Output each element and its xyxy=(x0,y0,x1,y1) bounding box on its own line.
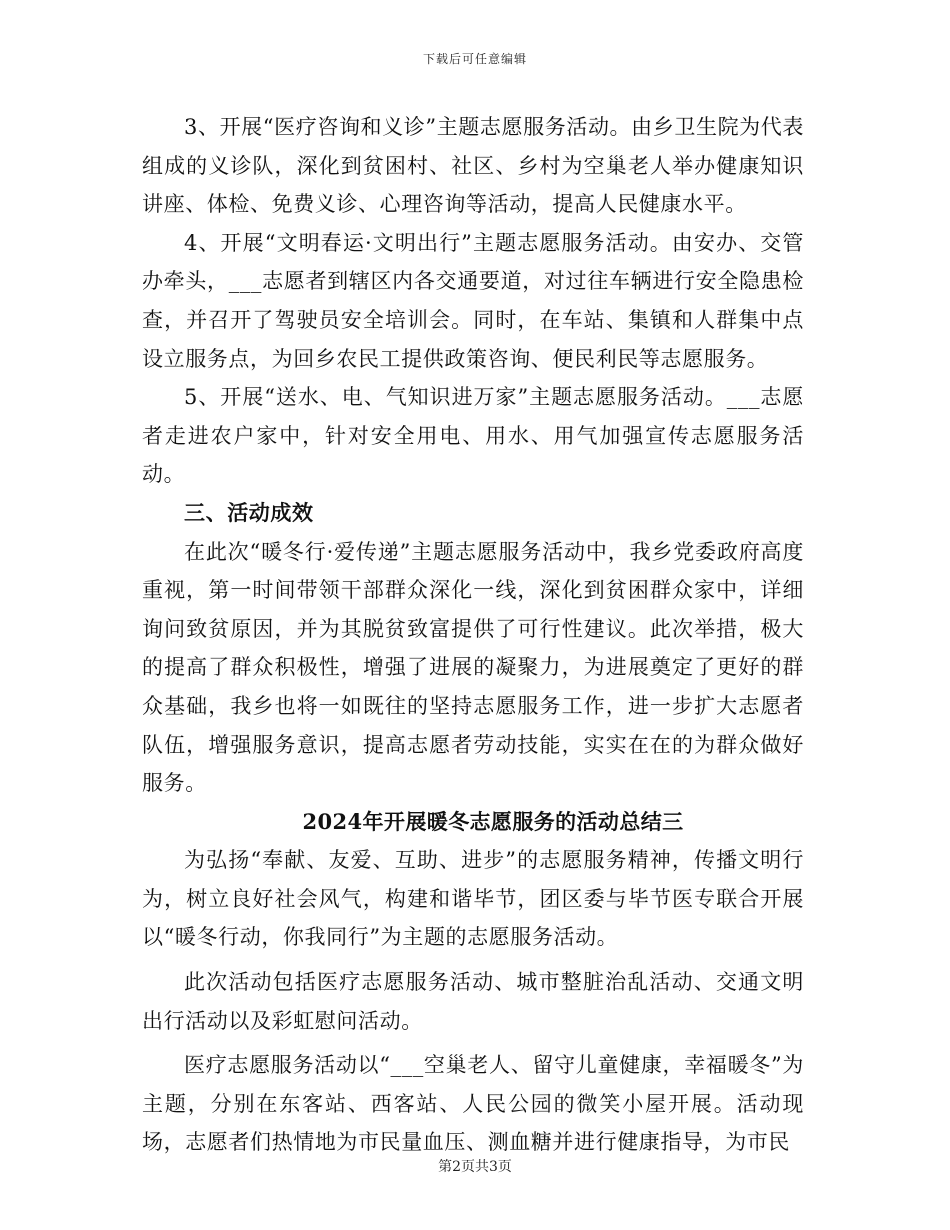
page-footer: 第2页共3页 xyxy=(438,1159,512,1175)
document-body xyxy=(142,108,804,1162)
paragraph-medical: 医疗志愿服务活动以“___空巢老人、留守儿童健康，幸福暖冬”为主题，分别在东客站、西客站、人民公园的微笑小屋开展。活动现场，志愿者们热情地为市民量血压、测血糖并进行健康指导，为市民 xyxy=(142,1053,804,1155)
paragraph-results: 在此次“暖冬行·爱传递”主题志愿服务活动中，我乡党委政府高度重视，第一时间带领干部群众深化一线，深化到贫困群众家中，详细询问致贫原因，并为其脱贫致富提供了可行性建议。此次举措，极大的提高了群众积极性，增强了进展的凝聚力，为进展奠定了更好的群众基础，我乡也将一如既往的坚持志愿服务工作，进一步扩大志愿者队伍，增强服务意识，提高志愿者劳动技能，实实在在的为群众做好服务。 xyxy=(142,539,804,796)
paragraph-activities: 此次活动包括医疗志愿服务活动、城市整脏治乱活动、交通文明出行活动以及彩虹慰问活动。 xyxy=(142,970,804,1033)
section-heading-results: 三、活动成效 xyxy=(184,499,314,525)
document-subtitle: 2024年开展暖冬志愿服务的活动总结三 xyxy=(302,808,684,834)
page-header: 下载后可任意编辑 xyxy=(422,52,527,66)
paragraph-item-5: 5、开展“送水、电、气知识进万家”主题志愿服务活动。___志愿者走进农户家中，针对安全用电、用水、用气加强宣传志愿服务活动。 xyxy=(142,385,804,487)
paragraph-intro: 为弘扬“奉献、友爱、互助、进步”的志愿服务精神，传播文明行为，树立良好社会风气，构建和谐毕节，团区委与毕节医专联合开展以“暖冬行动，你我同行”为主题的志愿服务活动。 xyxy=(142,848,804,950)
paragraph-item-4: 4、开展“文明春运·文明出行”主题志愿服务活动。由安办、交管办牵头，___志愿者到辖区内各交通要道，对过往车辆进行安全隐患检查，并召开了驾驶员安全培训会。同时，在车站、集镇和人群集中点设立服务点，为回乡农民工提供政策咨询、便民利民等志愿服务。 xyxy=(142,230,804,371)
paragraph-item-3: 3、开展“医疗咨询和义诊”主题志愿服务活动。由乡卫生院为代表组成的义诊队，深化到贫困村、社区、乡村为空巢老人举办健康知识讲座、体检、免费义诊、心理咨询等活动，提高人民健康水平。 xyxy=(142,115,804,217)
